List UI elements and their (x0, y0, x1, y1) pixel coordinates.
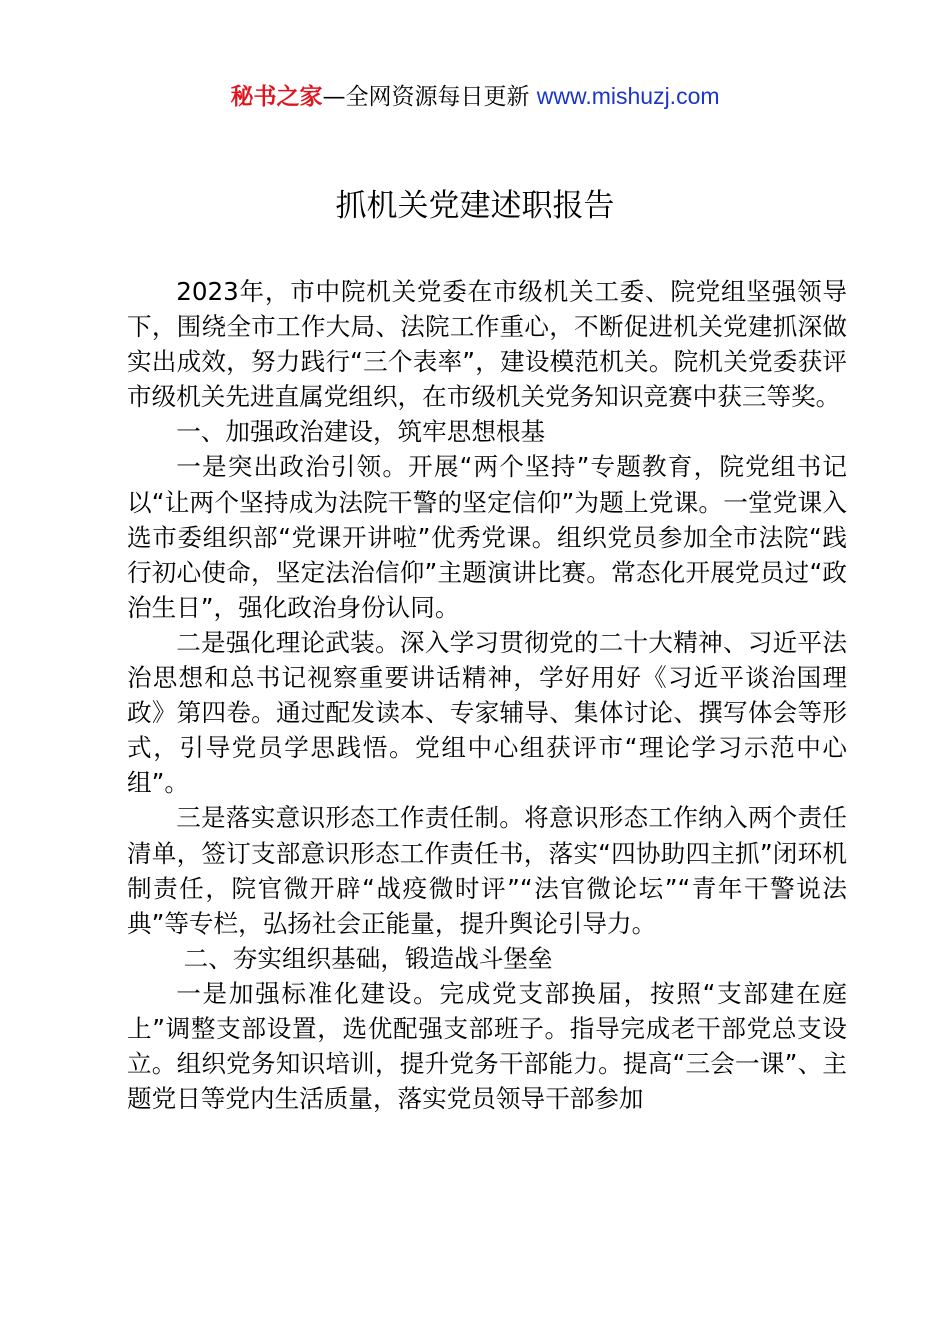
site-banner (0, 80, 950, 113)
paragraph-1-2: 二是强化理论武装。深入学习贯彻党的二十大精神、习近平法治思想和总书记视察重要讲话精神，学好用好《习近平谈治国理政》第四卷。通过配发读本、专家辅导、集体讨论、撰写体会等形式，引导党员学思践悟。党组中心组获评市“理论学习示范中心组”。 (127, 627, 847, 798)
section-heading-2: 二、夯实组织基础，锻造战斗堡垒 (183, 943, 553, 973)
banner-brand: 秘书之家 (230, 84, 323, 110)
document-body (127, 274, 847, 1116)
section-heading-1: 一、加强政治建设，筑牢思想根基 (176, 417, 546, 447)
paragraph-1-1: 一是突出政治引领。开展“两个坚持”专题教育，院党组书记以“让两个坚持成为法院干警的坚定信仰”为题上党课。一堂党课入选市委组织部“党课开讲啦”优秀党课。组织党员参加全市法院“践行初心使命，坚定法治信仰”主题演讲比赛。常态化开展党员过“政治生日”，强化政治身份认同。 (127, 452, 847, 622)
paragraph-1-3: 三是落实意识形态工作责任制。将意识形态工作纳入两个责任清单，签订支部意识形态工作责任书，落实“四协助四主抓”闭环机制责任，院官微开辟“战疫微时评”“法官微论坛”“青年干警说法典”等专栏，弘扬社会正能量，提升舆论引导力。 (127, 803, 847, 938)
paragraph-2-1: 一是加强标准化建设。完成党支部换届，按照“支部建在庭上”调整支部设置，选优配强支部班子。指导完成老干部党总支设立。组织党务知识培训，提升党务干部能力。提高“三会一课”、主题党日等党内生活质量，落实党员领导干部参加 (127, 978, 847, 1114)
document-title: 抓机关党建述职报告 (335, 188, 615, 224)
banner-url-link[interactable]: www.mishuzj.com (536, 83, 720, 109)
paragraph-intro: 2023年，市中院机关党委在市级机关工委、院党组坚强领导下，围绕全市工作大局、法院工作重心，不断促进机关党建抓深做实出成效，努力践行“三个表率”，建设模范机关。院机关党委获评市级机关先进直属党组织，在市级机关党务知识竞赛中获三等奖。 (127, 277, 847, 412)
banner-tagline: —全网资源每日更新 (322, 84, 537, 110)
